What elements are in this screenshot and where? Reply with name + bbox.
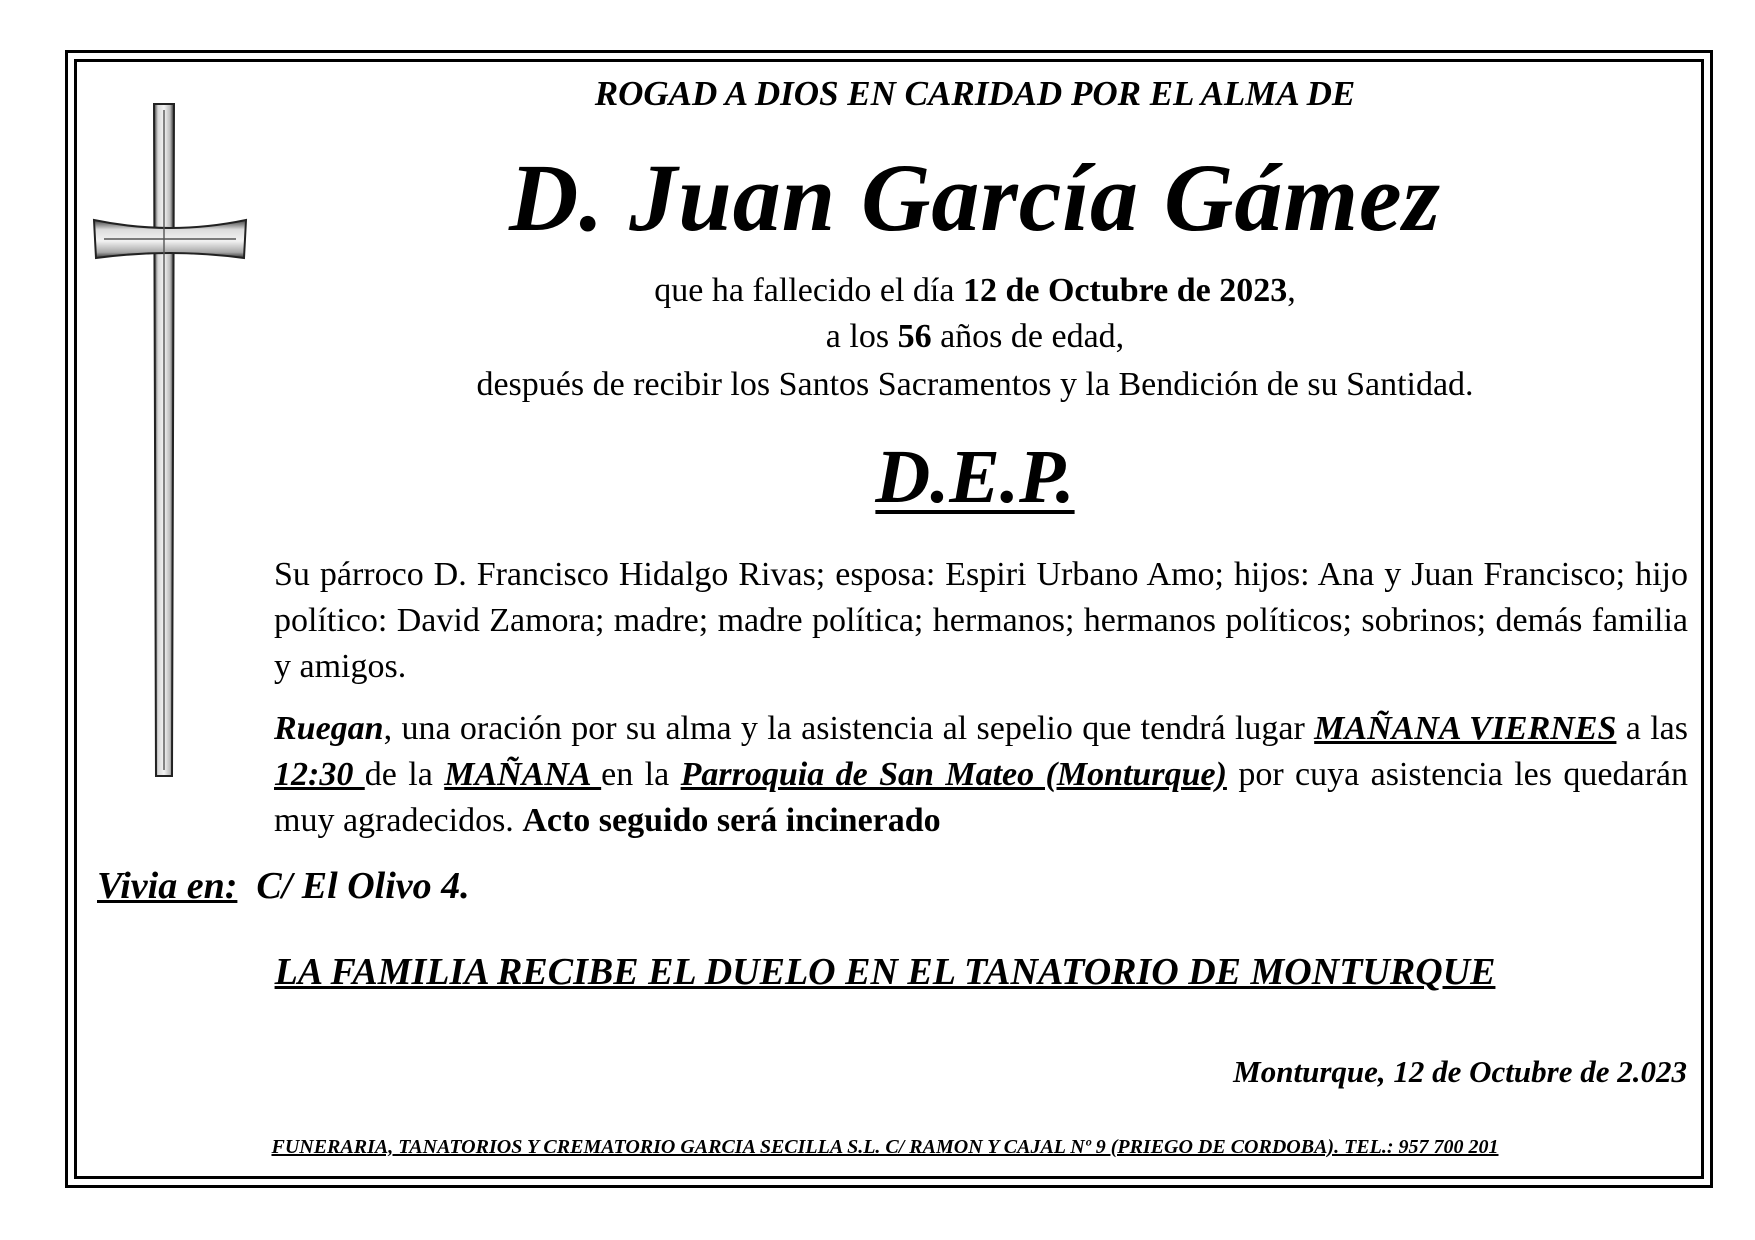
residence-line: [97, 864, 470, 908]
sacraments-line: después de recibir los Santos Sacramentos y la Bendición de su Santidad.: [476, 366, 1474, 403]
age-value: 56: [897, 318, 932, 355]
deceased-name: D. Juan García Gámez: [508, 144, 1442, 251]
death-line: [260, 272, 1690, 310]
ruegan-lead: Ruegan: [274, 710, 384, 747]
place-date: Monturque, 12 de Octubre de 2.023: [1233, 1054, 1687, 1089]
age-prefix: a los: [825, 318, 898, 355]
ruegan-paragraph: [274, 706, 1688, 844]
ruegan-text-1: , una oración por su alma y la asistencia al sepelio que tendrá lugar: [383, 710, 1315, 747]
ruegan-text-4: en la: [601, 756, 681, 793]
age-suffix: años de edad,: [931, 318, 1125, 355]
death-suffix: ,: [1287, 272, 1296, 309]
cross-icon: [92, 102, 248, 778]
death-prefix: que ha fallecido el día: [654, 272, 963, 309]
ruegan-closing: Acto seguido será incinerado: [522, 802, 941, 839]
ruegan-text-5: por cuya asistencia les quedarán muy agradecidos.: [274, 756, 1689, 839]
header-text: ROGAD A DIOS EN CARIDAD POR EL ALMA DE: [594, 74, 1356, 113]
burial-place: Parroquia de San Mateo (Monturque): [680, 756, 1227, 793]
burial-day: MAÑANA VIERNES: [1314, 710, 1617, 747]
death-date: 12 de Octubre de 2023: [962, 272, 1288, 309]
family-paragraph: Su párroco D. Francisco Hidalgo Rivas; esposa: Espiri Urbano Amo; hijos: Ana y Juan Francisco; hijo político: David Zamora; madre; madre política; hermanos; hermanos políticos; sobrinos; demás familia y amigos.: [274, 556, 1688, 685]
age-line: [260, 318, 1690, 356]
residence-address: C/ El Olivo 4.: [256, 865, 470, 907]
ruegan-text-2: a las: [1616, 710, 1689, 747]
burial-period: MAÑANA: [444, 756, 602, 793]
burial-time: 12:30: [274, 756, 365, 793]
residence-label: Vivia en:: [97, 865, 238, 907]
dep-text: D.E.P.: [875, 435, 1075, 519]
duelo-line: LA FAMILIA RECIBE EL DUELO EN EL TANATORIO DE MONTURQUE: [274, 951, 1496, 993]
dep-heading: [260, 434, 1690, 521]
funeral-home-footer: FUNERARIA, TANATORIOS Y CREMATORIO GARCIA SECILLA S.L. C/ RAMON Y CAJAL Nº 9 (PRIEGO DE CORDOBA). TEL.: 957 700 201: [271, 1136, 1499, 1158]
ruegan-text-3: de la: [364, 756, 445, 793]
